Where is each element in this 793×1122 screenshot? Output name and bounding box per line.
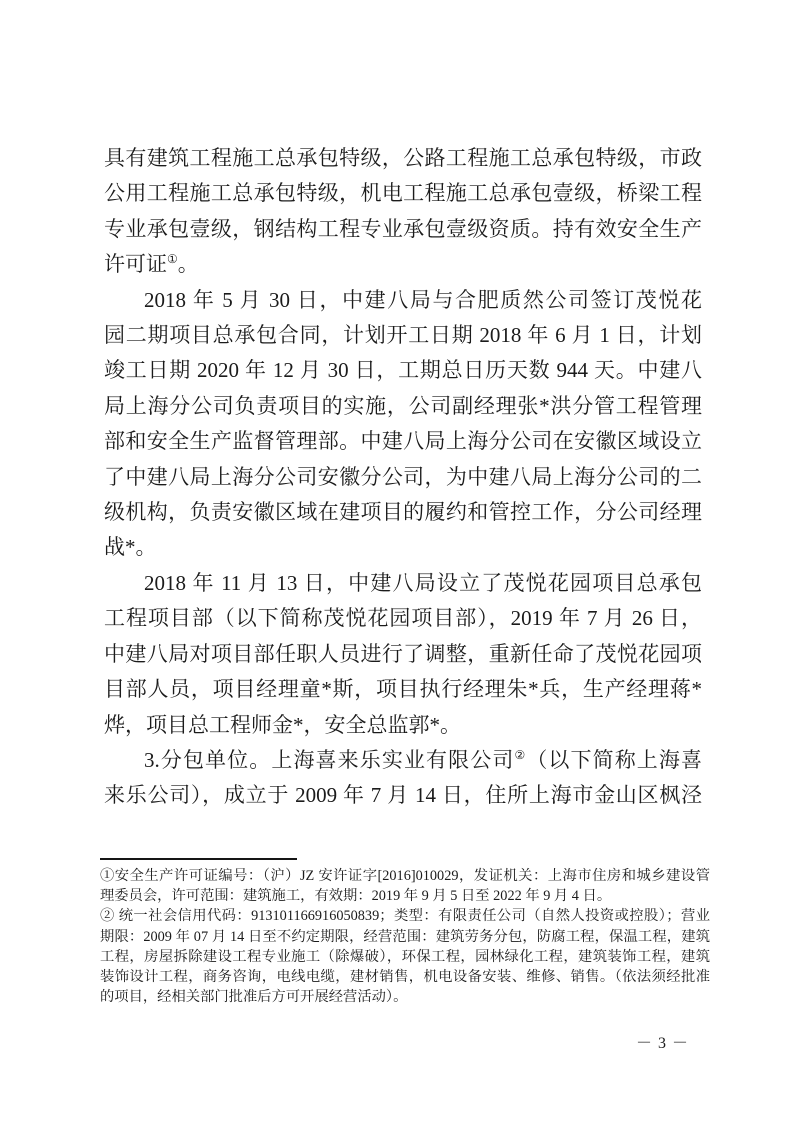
text-line: ② 统一社会信用代码：913101166916050839；类型：有限责任公司（自然人投资或控股）；营业 — [100, 908, 710, 925]
text-line: 部和安全生产监督管理部。中建八局上海分公司在安徽区域设立 — [104, 429, 702, 454]
text-line: 2018 年 11 月 13 日，中建八局设立了茂悦花园项目总承包 — [144, 570, 702, 595]
text-line: 公用工程施工总承包特级，机电工程施工总承包壹级，桥梁工程 — [104, 181, 702, 206]
text-line: 的项目，经相关部门批准后方可开展经营活动）。 — [100, 989, 408, 1006]
document-body — [104, 141, 702, 814]
text-line: 理委员会，许可范围：建筑施工，有效期：2019 年 9 月 5 日至 2022 年 9 月 4 日。 — [100, 888, 612, 905]
text-line: 许可证①。 — [104, 252, 199, 277]
text-line: 3.分包单位。上海喜来乐实业有限公司②（以下简称上海喜 — [144, 747, 703, 772]
text-line: 局上海分公司负责项目的实施，公司副经理张*洪分管工程管理 — [104, 393, 702, 418]
para-subcontractor — [104, 743, 702, 814]
text-line: 装饰设计工程，商务咨询，电线电缆，建材销售，机电设备安装、维修、销售。（依法须经批准 — [100, 969, 710, 986]
text-line: 专业承包壹级，钢结构工程专业承包壹级资质。持有效安全生产 — [104, 216, 702, 241]
text-line: 期限：2009 年 07 月 14 日至不约定期限，经营范围：建筑劳务分包，防腐工程，保温工程，建筑 — [100, 928, 710, 945]
footnotes-section — [100, 866, 710, 1007]
text-line: 目部人员，项目经理童*斯，项目执行经理朱*兵，生产经理蒋* — [104, 677, 702, 702]
text-line: 来乐公司），成立于 2009 年 7 月 14 日，住所上海市金山区枫泾 — [104, 783, 702, 808]
text-line: 工程，房屋拆除建设工程专业施工（除爆破），环保工程，园林绿化工程，建筑装饰工程，建筑 — [100, 948, 710, 965]
text-line: 具有建筑工程施工总承包特级，公路工程施工总承包特级，市政 — [104, 146, 702, 170]
text-line: 2018 年 5 月 30 日，中建八局与合肥质然公司签订茂悦花 — [144, 287, 702, 312]
text-line: 竣工日期 2020 年 12 月 30 日，工期总日历天数 944 天。中建八 — [104, 358, 702, 383]
footnote-ref: ② — [514, 747, 527, 762]
para-project-department — [104, 566, 702, 743]
footnote-ref: ① — [167, 252, 178, 267]
footnote-2 — [100, 906, 710, 1007]
text-line: 中建八局对项目部任职人员进行了调整，重新任命了茂悦花园项 — [104, 641, 702, 666]
footnote-1 — [100, 866, 710, 906]
text-line: 园二期项目总承包合同，计划开工日期 2018 年 6 月 1 日，计划 — [104, 323, 702, 348]
para-contract — [104, 283, 702, 566]
text-line: ①安全生产许可证编号：（沪）JZ 安许证字[2016]010029，发证机关：上海市住房和城乡建设管 — [100, 868, 710, 884]
page-number: － 3 － — [636, 1035, 690, 1052]
text-line: 级机构，负责安徽区域在建项目的履约和管控工作，分公司经理 — [104, 500, 702, 525]
text-line: 烨，项目总工程师金*，安全总监郭*。 — [104, 712, 461, 737]
footnote-separator — [100, 858, 297, 860]
text-line: 了中建八局上海分公司安徽分公司，为中建八局上海分公司的二 — [104, 464, 702, 489]
text-line: 战*。 — [104, 535, 157, 560]
text-line: 工程项目部（以下简称茂悦花园项目部），2019 年 7 月 26 日， — [104, 606, 702, 631]
para-qualifications — [104, 141, 702, 283]
